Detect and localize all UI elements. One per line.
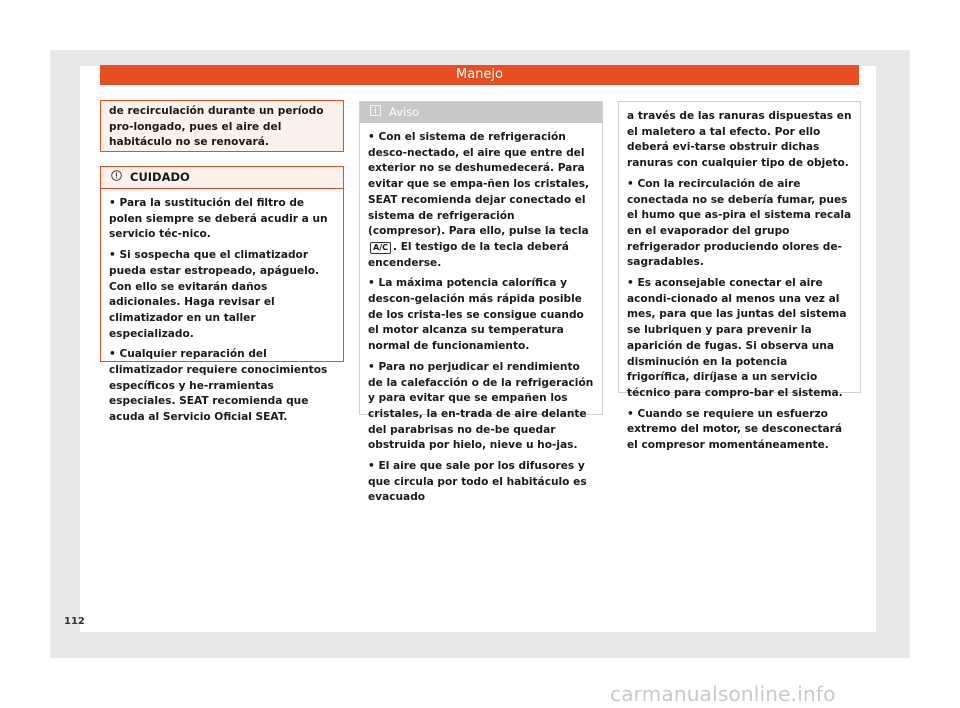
notice-item: a través de las ranuras dispuestas en el maletero a tal efecto. Por ello deberá evi-tarse obstruir dichas ranuras con cualquier tipo de objeto.	[627, 110, 852, 170]
notice-item	[368, 130, 594, 271]
caution-box	[100, 166, 344, 424]
notice-body	[360, 123, 602, 517]
notice-item-text: • Con el sistema de refrigeración desco-nectado, el aire que entre del exterior no se deshumedecerá. Para evitar que se empa-ñen los cristales, SEAT recomienda dejar conectado el sistema de refrigeración (compresor). Para ello, pulse la tecla	[368, 131, 590, 238]
warning-circle-icon	[111, 167, 122, 188]
caution-item: • Cualquier reparación del climatizador requiere conocimientos específicos y he-rramientas especiales. SEAT recomienda que acuda al Servicio Oficial SEAT.	[109, 348, 328, 424]
notice-item: • Para no perjudicar el rendimiento de la calefacción o de la refrigeración y para evitar que se empañen los cristales, la en-trada de aire delante del parabrisas no de-be quedar obstruida por hielo, nieve u ho-jas.	[368, 360, 594, 452]
caution-body	[101, 189, 343, 437]
continued-text: de recirculación durante un período pro-longado, pues el aire del habitáculo no se renovará.	[109, 105, 324, 149]
notice-continued-body	[619, 102, 860, 465]
caution-item: • Si sospecha que el climatizador pueda estar estropeado, apáguelo. Con ello se evitarán daños adicionales. Haga revisar el climatizador en un taller especializado.	[109, 249, 320, 340]
notice-item-text: . El testigo de la tecla deberá encenderse.	[368, 240, 569, 269]
watermark: carmanualsonline.info	[610, 682, 836, 706]
notice-item: • Es aconsejable conectar el aire acondi-cionado al menos una vez al mes, para que las juntas del sistema se lubriquen y para prevenir la aparición de fugas. Si observa una disminución en la potencia frigorífica, diríjase a un servicio técnico para compro-bar el sistema.	[627, 277, 847, 399]
info-icon	[370, 102, 381, 123]
continued-text-box	[100, 100, 344, 152]
notice-box	[359, 101, 603, 504]
caution-title: CUIDADO	[130, 170, 190, 184]
notice-header	[360, 102, 602, 123]
notice-item: • Cuando se requiere un esfuerzo extremo del motor, se desconectará el compresor momentáneamente.	[627, 407, 843, 452]
notice-item: • Con la recirculación de aire conectada no se debería fumar, pues el humo que as-pira el sistema recala en el evaporador del grupo refrigerador produciendo olores de-sagradables.	[627, 177, 852, 269]
notice-item: • El aire que sale por los difusores y que circula por todo el habitáculo es evacuado	[368, 460, 587, 504]
ac-key-icon: A/C	[370, 242, 391, 254]
notice-box-continued	[618, 101, 861, 452]
page-number: 112	[64, 616, 85, 627]
notice-title: Aviso	[389, 105, 420, 119]
section-title: Manejo	[456, 67, 503, 82]
section-header	[100, 65, 859, 85]
caution-header	[101, 167, 343, 189]
notice-item: • La máxima potencia calorífica y descon-gelación más rápida posible de los crista-les se consigue cuando el motor alcanza su temperatura normal de funcionamiento.	[368, 277, 584, 353]
caution-item: • Para la sustitución del filtro de polen siempre se deberá acudir a un servicio téc-nico.	[109, 197, 328, 241]
